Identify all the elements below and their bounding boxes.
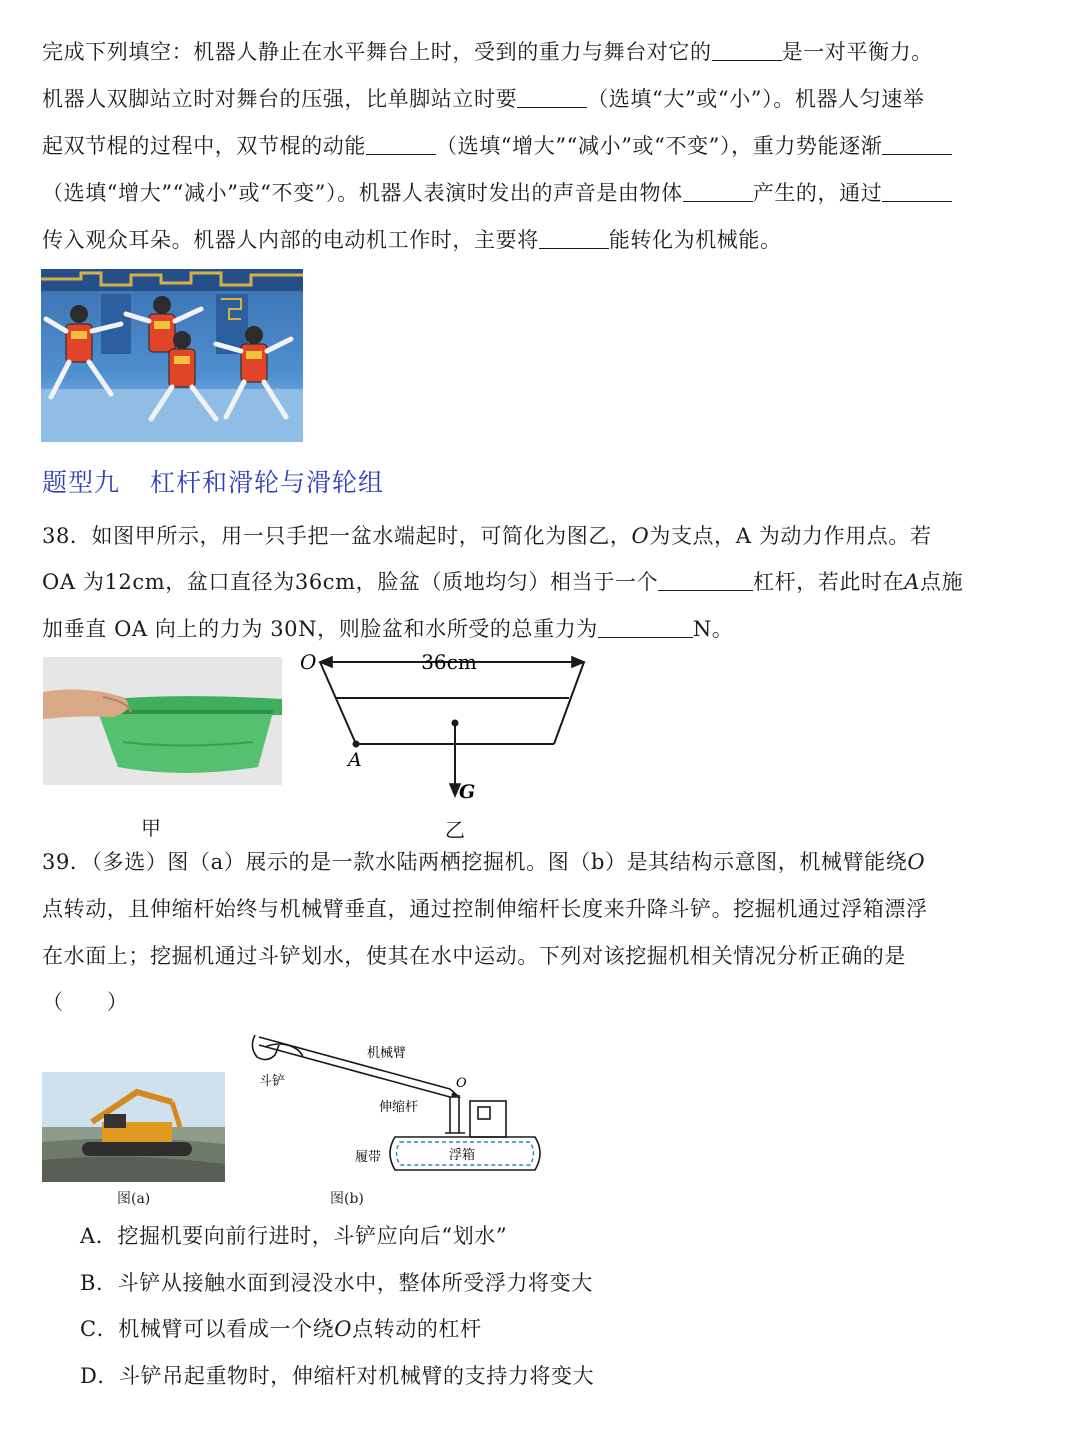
q37-text: 机器人双脚站立时对舞台的压强，比单脚站立时要 [42,87,518,111]
section-title-text: 杠杆和滑轮与滑轮组 [150,468,385,497]
excavator-photo [42,1072,225,1182]
q37-text: （选填“大”或“小”）。机器人匀速举 [587,87,925,111]
q37-line-1 [42,37,933,67]
q37-line-2 [42,84,924,114]
basin-lever-diagram [296,650,596,830]
diameter-label: 36cm [421,650,477,674]
basin-photo [43,657,282,785]
q38-line-3: 加垂直 OA 向上的力为 30N，则脸盆和水所受的总重力为 N。 [42,617,734,641]
q37-text: 产生的，通过 [752,181,883,205]
answer-blank[interactable] [598,615,693,638]
label-pivot-o: O [456,1076,467,1091]
label-float: 浮箱 [449,1148,476,1163]
answer-blank[interactable] [517,85,587,108]
figure-caption-b: 图(b) [330,1191,364,1207]
q39-line-4: （ ） [42,990,129,1014]
figure-caption-a: 图(a) [117,1191,151,1207]
q37-text: 是一对平衡力。 [781,40,933,64]
label-bucket: 斗铲 [259,1074,286,1089]
answer-blank[interactable] [366,132,436,155]
q37-text: 能转化为机械能。 [608,228,782,252]
answer-blank[interactable] [882,179,952,202]
q37-text: 起双节棍的过程中，双节棍的动能 [42,134,366,158]
label-track: 履带 [355,1150,382,1165]
point-label-a: A [348,749,362,771]
q37-text: （选填“增大”“减小”或“不变”），重力势能逐渐 [436,134,883,158]
q37-line-4 [42,178,952,208]
answer-blank[interactable] [539,226,609,249]
answer-blank[interactable] [882,132,952,155]
option-c[interactable]: C．机械臂可以看成一个绕O点转动的杠杆 [80,1317,482,1341]
pivot-label-o: O [300,650,317,674]
answer-blank[interactable] [712,38,782,61]
answer-blank[interactable] [658,568,753,591]
label-arm: 机械臂 [367,1046,407,1061]
option-b[interactable]: B．斗铲从接触水面到浸没水中，整体所受浮力将变大 [80,1271,593,1295]
excavator-structure-diagram [245,1025,545,1190]
gravity-label-g: G [459,781,476,803]
section-label: 题型九 [42,468,121,497]
option-a[interactable]: A．挖掘机要向前行进时，斗铲应向后“划水” [80,1224,508,1248]
q39-line-3: 在水面上；挖掘机通过斗铲划水，使其在水中运动。下列对该挖掘机相关情况分析正确的是 [42,944,906,968]
q39-line-1: 39．（多选）图（a）展示的是一款水陆两栖挖掘机。图（b）是其结构示意图，机械臂能绕O [42,850,926,874]
label-rod: 伸缩杆 [379,1100,419,1115]
figure-label-jia: 甲 [141,816,161,840]
option-d[interactable]: D．斗铲吊起重物时，伸缩杆对机械臂的支持力将变大 [80,1364,595,1388]
q38-line-1: 38．如图甲所示，用一只手把一盆水端起时，可简化为图乙，O为支点，A 为动力作用点。若 [42,524,932,548]
q38-line-2: OA 为12cm，盆口直径为36cm，脸盆（质地均匀）相当于一个 杠杆，若此时在A点施 [42,570,964,594]
robot-dance-photo [41,269,303,442]
figure-label-yi: 乙 [445,818,465,842]
q37-text: 传入观众耳朵。机器人内部的电动机工作时，主要将 [42,228,539,252]
q39-line-2: 点转动，且伸缩杆始终与机械臂垂直，通过控制伸缩杆长度来升降斗铲。挖掘机通过浮箱漂浮 [42,897,928,921]
q37-line-3 [42,131,952,161]
q37-line-5 [42,225,782,255]
q37-text: （选填“增大”“减小”或“不变”）。机器人表演时发出的声音是由物体 [42,181,683,205]
section-heading [42,463,384,499]
answer-blank[interactable] [683,179,753,202]
q37-text: 完成下列填空：机器人静止在水平舞台上时，受到的重力与舞台对它的 [42,40,712,64]
